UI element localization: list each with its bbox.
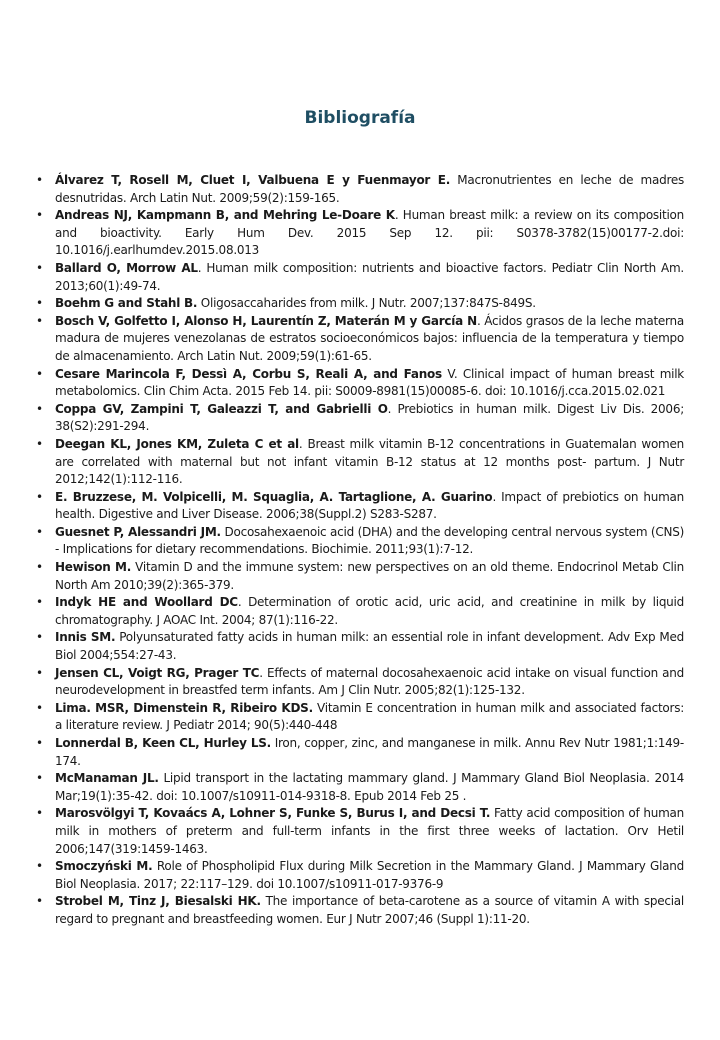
reference-citation: . Effects of maternal docosahexaenoic acid intake on visual function and neurodevelopment in breastfed term infants. Am J Clin Nutr. 2005;82(1):125-132. — [55, 665, 684, 698]
reference-authors: Lima. MSR, Dimenstein R, Ribeiro KDS. — [55, 700, 313, 715]
page-title: Bibliografía — [304, 108, 416, 128]
reference-item — [36, 735, 684, 770]
reference-citation: . Impact of prebiotics on human health. Digestive and Liver Disease. 2006;38(Suppl.2) S283-S287. — [55, 489, 684, 522]
reference-citation: Oligosaccaharides from milk. J Nutr. 2007;137:847S-849S. — [197, 296, 536, 311]
reference-authors: E. Bruzzese, M. Volpicelli, M. Squaglia, A. Tartaglione, A. Guarino — [55, 489, 493, 504]
reference-authors: Guesnet P, Alessandri JM. — [55, 524, 221, 539]
reference-item — [36, 858, 684, 893]
reference-item — [36, 770, 684, 805]
reference-citation: Iron, copper, zinc, and manganese in milk. Annu Rev Nutr 1981;1:149-174. — [55, 736, 684, 768]
reference-item — [36, 260, 684, 295]
reference-item — [36, 313, 684, 366]
reference-authors: Andreas NJ, Kampmann B, and Mehring Le-Doare K — [55, 208, 395, 223]
reference-item — [36, 295, 684, 313]
reference-authors: Smoczyński M. — [55, 859, 153, 874]
reference-citation: . Prebiotics in human milk. Digest Liv Dis. 2006; 38(S2):291-294. — [55, 401, 684, 434]
reference-authors: Innis SM. — [55, 630, 116, 645]
reference-item — [36, 207, 684, 260]
reference-item — [36, 366, 684, 401]
reference-item — [36, 172, 684, 207]
reference-citation: Polyunsaturated fatty acids in human milk: an essential role in infant development. Adv Exp Med Biol 2004;554:27-43. — [55, 630, 684, 663]
reference-authors: Cesare Marincola F, Dessì A, Corbu S, Reali A, and Fanos — [55, 366, 442, 381]
reference-citation: Docosahexaenoic acid (DHA) and the developing central nervous system (CNS) - Implications for dietary recommendations. Biochimie. 2011;93(1):7-12. — [55, 524, 684, 557]
reference-authors: Jensen CL, Voigt RG, Prager TC — [55, 665, 260, 680]
reference-citation: . Breast milk vitamin B-12 concentrations in Guatemalan women are correlated with maternal but not infant vitamin B-12 status at 12 months post- partum. J Nutr 2012;142(1):112-116. — [55, 436, 684, 487]
reference-citation: The importance of beta-carotene as a source of vitamin A with special regard to pregnant and breastfeeding women. Eur J Nutr 2007;46 (Suppl 1):11-20. — [55, 894, 684, 926]
reference-citation: . Ácidos grasos de la leche materna madura de mujeres venezolanas de estratos socioeconómicos bajos: influencia de la temperatura y tiempo de almacenamiento. Arch Latin Nut. 2009;59(1):61-65. — [55, 313, 684, 363]
reference-item — [36, 401, 684, 436]
reference-authors: Álvarez T, Rosell M, Cluet I, Valbuena E y Fuenmayor E. — [55, 173, 451, 187]
reference-authors: Marosvölgyi T, Kovaács A, Lohner S, Funke S, Burus I, and Decsi T. — [55, 806, 491, 821]
reference-authors: Hewison M. — [55, 560, 132, 575]
reference-authors: Boehm G and Stahl B. — [55, 296, 198, 311]
reference-citation: Vitamin E concentration in human milk and associated factors: a literature review. J Pediatr 2014; 90(5):440-448 — [55, 700, 685, 733]
reference-citation: Macronutrientes en leche de madres desnutridas. Arch Latin Nut. 2009;59(2):159-165. — [55, 173, 685, 205]
reference-citation: . Determination of orotic acid, uric acid, and creatinine in milk by liquid chromatography. J AOAC Int. 2004; 87(1):116-22. — [55, 595, 684, 627]
reference-authors: Ballard O, Morrow AL — [55, 260, 198, 275]
reference-authors: Indyk HE and Woollard DC — [55, 595, 238, 610]
reference-citation: Fatty acid composition of human milk in mothers of preterm and full-term infants in the first three weeks of lactation. Orv Hetil 2006;147(319:1459-1463. — [55, 806, 684, 856]
reference-item — [36, 665, 684, 700]
reference-item — [36, 489, 684, 524]
reference-citation: Vitamin D and the immune system: new perspectives on an old theme. Endocrinol Metab Clin North Am 2010;39(2):365-379. — [55, 560, 684, 592]
reference-authors: McManaman JL. — [55, 771, 159, 786]
reference-authors: Lonnerdal B, Keen CL, Hurley LS. — [55, 736, 271, 750]
reference-item — [36, 805, 684, 858]
reference-citation: Lipid transport in the lactating mammary gland. J Mammary Gland Biol Neoplasia. 2014 Mar;19(1):35-42. doi: 10.1007/s10911-014-9318-8. Epub 2014 Feb 25 . — [55, 771, 685, 803]
reference-item — [36, 893, 684, 928]
reference-item — [36, 524, 684, 559]
reference-authors: Deegan KL, Jones KM, Zuleta C et al — [55, 436, 299, 451]
reference-item — [36, 629, 684, 664]
reference-item — [36, 436, 684, 489]
reference-list — [36, 172, 684, 929]
reference-citation: Role of Phospholipid Flux during Milk Secretion in the Mammary Gland. J Mammary Gland Biol Neoplasia. 2017; 22:117–129. doi 10.1007/s10911-017-9376-9 — [55, 859, 684, 891]
reference-citation: V. Clinical impact of human breast milk metabolomics. Clin Chim Acta. 2015 Feb 14. pii: S0009-8981(15)00085-6. doi: 10.1016/j.cca.2015.02.021 — [55, 366, 684, 399]
reference-citation: . Human milk composition: nutrients and bioactive factors. Pediatr Clin North Am. 2013;60(1):49-74. — [55, 260, 684, 293]
reference-item — [36, 700, 684, 735]
reference-item — [36, 559, 684, 594]
reference-citation: . Human breast milk: a review on its composition and bioactivity. Early Hum Dev. 2015 Sep 12. pii: S0378-3782(15)00177-2.doi: 10.1016/j.earlhumdev.2015.08.013 — [55, 208, 684, 258]
reference-authors: Coppa GV, Zampini T, Galeazzi T, and Gabrielli O — [55, 401, 388, 416]
reference-authors: Strobel M, Tinz J, Biesalski HK. — [55, 894, 261, 909]
reference-authors: Bosch V, Golfetto I, Alonso H, Laurentín Z, Materán M y García N — [55, 313, 477, 328]
reference-item — [36, 594, 684, 629]
